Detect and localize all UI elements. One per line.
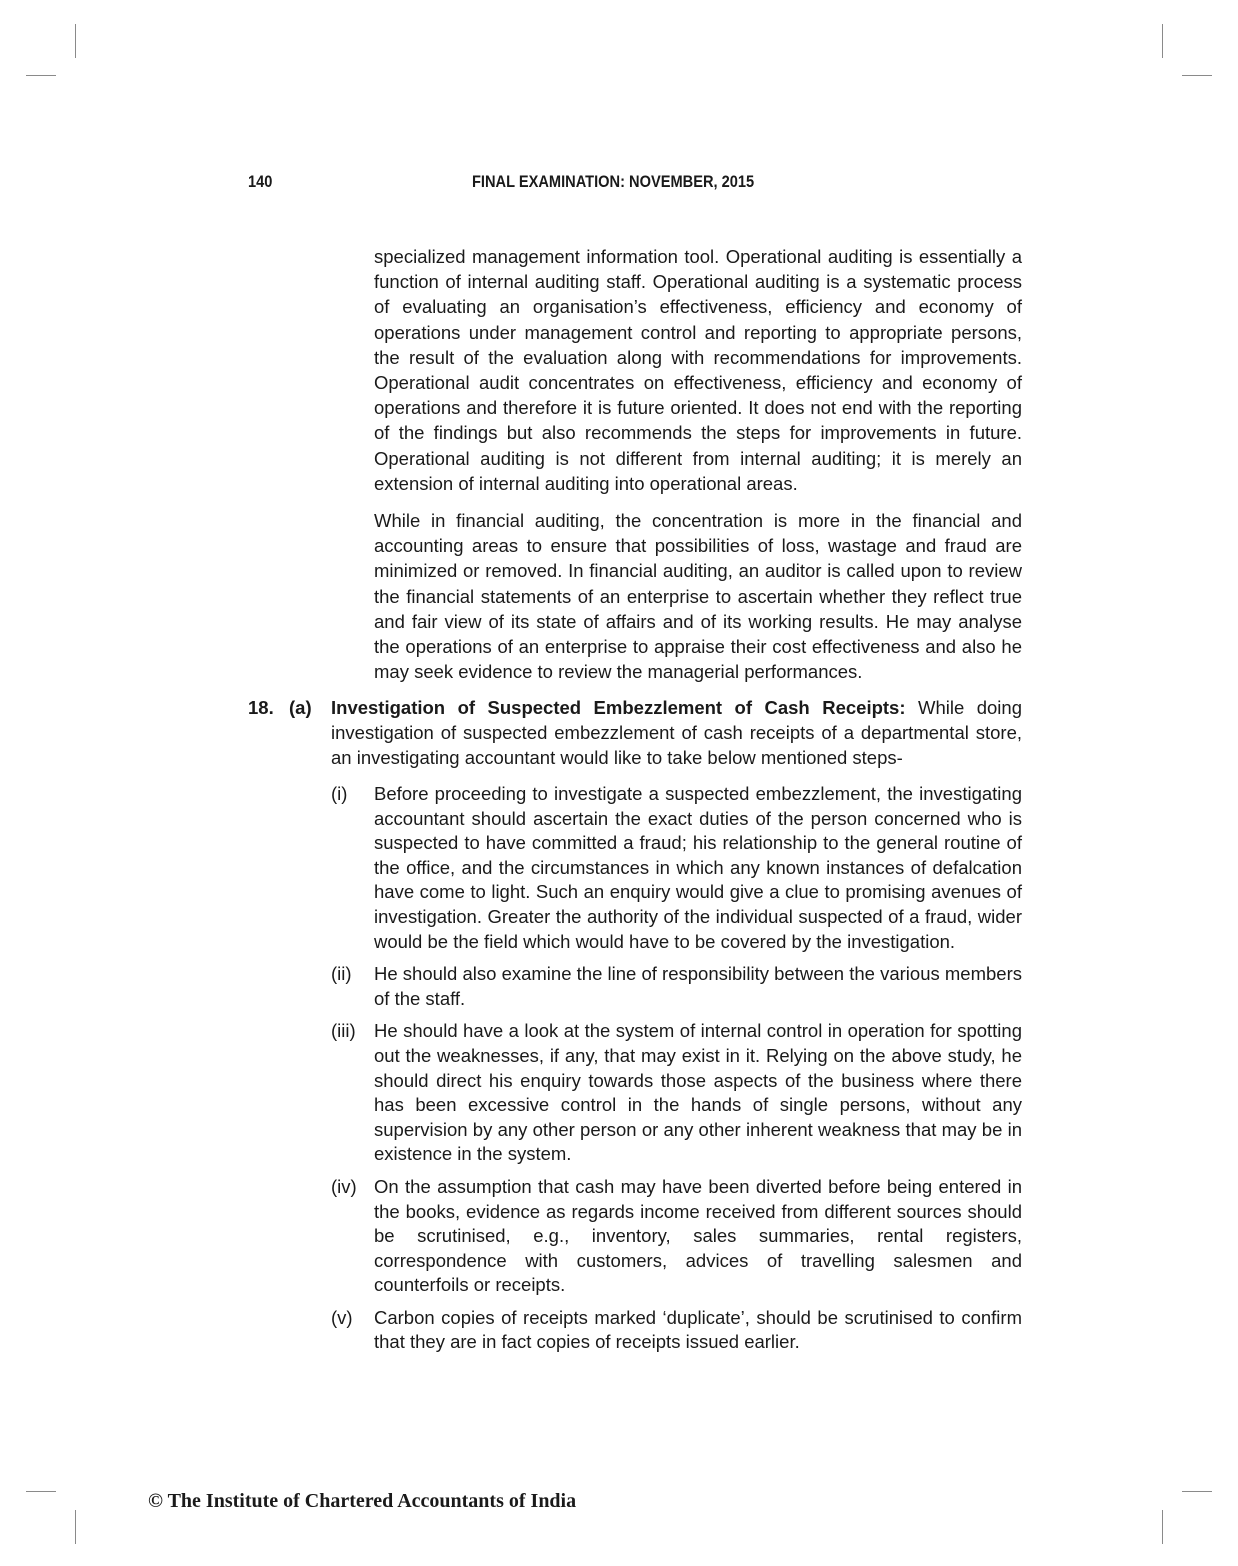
- list-item: [331, 1306, 1022, 1355]
- crop-mark-bottom-right-vertical: [1162, 1510, 1163, 1544]
- list-item-marker: (v): [331, 1306, 353, 1328]
- list-item-text: Carbon copies of receipts marked ‘duplicate’, should be scrutinised to confirm that they are in fact copies of receipts issued earlier.: [374, 1306, 1022, 1353]
- body-paragraph: While in financial auditing, the concentration is more in the financial and accounting areas to ensure that possibilities of loss, wastage and fraud are minimized or removed. In financial auditing, an auditor is called upon to review the financial statements of an enterprise to ascertain whether they reflect true and fair view of its state of affairs and of its working results. He may analyse the operations of an enterprise to appraise their cost effectiveness and also he may seek evidence to review the managerial performances.: [374, 510, 1022, 683]
- crop-mark-bottom-left-horizontal: [26, 1491, 56, 1492]
- crop-mark-top-right-horizontal: [1182, 75, 1212, 76]
- copyright-footer: © The Institute of Chartered Accountants of India: [148, 1490, 577, 1512]
- crop-mark-top-left-horizontal: [26, 75, 56, 76]
- step-list: [331, 782, 1022, 1363]
- list-item-marker: (ii): [331, 963, 352, 985]
- list-item: [331, 1019, 1022, 1167]
- list-item-text: He should also examine the line of responsibility between the various members of the staff.: [374, 963, 1022, 1009]
- question-intro: [331, 695, 1022, 771]
- page-number: 140: [248, 172, 273, 191]
- list-item: [331, 782, 1022, 954]
- question-intro-text: While doing investigation of suspected embezzlement of cash receipts of a departmental store, an investigating accountant would like to take below mentioned steps-: [331, 697, 1022, 769]
- list-item-text: Before proceeding to investigate a suspected embezzlement, the investigating accountant should ascertain the exact duties of the person concerned who is suspected to have committed a fraud; his relationship to the general routine of the office, and the circumstances in which any known instances of defalcation have come to light. Such an enquiry would give a clue to promising avenues of investigation. Greater the authority of the individual suspected of a fraud, wider would be the field which would have to be covered by the investigation.: [374, 783, 1022, 952]
- crop-mark-bottom-right-horizontal: [1182, 1491, 1212, 1492]
- list-item-text: On the assumption that cash may have been diverted before being entered in the books, evidence as regards income received from different sources should be scrutinised, e.g., inventory, sales summaries, rental registers, correspondence with customers, advices of travelling salesmen and counterfoils or receipts.: [374, 1175, 1022, 1296]
- list-item-text: He should have a look at the system of internal control in operation for spotting out the weaknesses, if any, that may exist in it. Relying on the above study, he should direct his enquiry towards those aspects of the business where there has been excessive control in the hands of single persons, without any supervision by any other person or any other inherent weakness that may be in existence in the system.: [374, 1020, 1022, 1165]
- list-item-marker: (i): [331, 783, 348, 804]
- list-item-marker: (iii): [331, 1020, 356, 1042]
- body-paragraph: specialized management information tool. Operational auditing is essentially a function of internal auditing staff. Operational auditing is a systematic process of evaluating an organisation’s effectiveness, efficiency and economy of operations under management control and reporting to appropriate persons, the result of the evaluation along with recommendations for improvements. Operational audit concentrates on effectiveness, efficiency and economy of operations and therefore it is future oriented. It does not end with the reporting of the findings but also recommends the steps for improvements in future. Operational auditing is not different from internal auditing; it is merely an extension of internal auditing into operational areas.: [374, 246, 1022, 494]
- list-item: [331, 1175, 1022, 1298]
- question-number: 18.: [248, 697, 274, 718]
- running-title: FINAL EXAMINATION: NOVEMBER, 2015: [472, 172, 755, 191]
- question-heading: Investigation of Suspected Embezzlement of Cash Receipts:: [331, 697, 906, 718]
- question-part: (a): [289, 697, 312, 718]
- crop-mark-bottom-left-vertical: [75, 1510, 76, 1544]
- crop-mark-top-left-vertical: [75, 24, 76, 58]
- list-item: [331, 962, 1022, 1011]
- crop-mark-top-right-vertical: [1162, 24, 1163, 58]
- list-item-marker: (iv): [331, 1175, 357, 1197]
